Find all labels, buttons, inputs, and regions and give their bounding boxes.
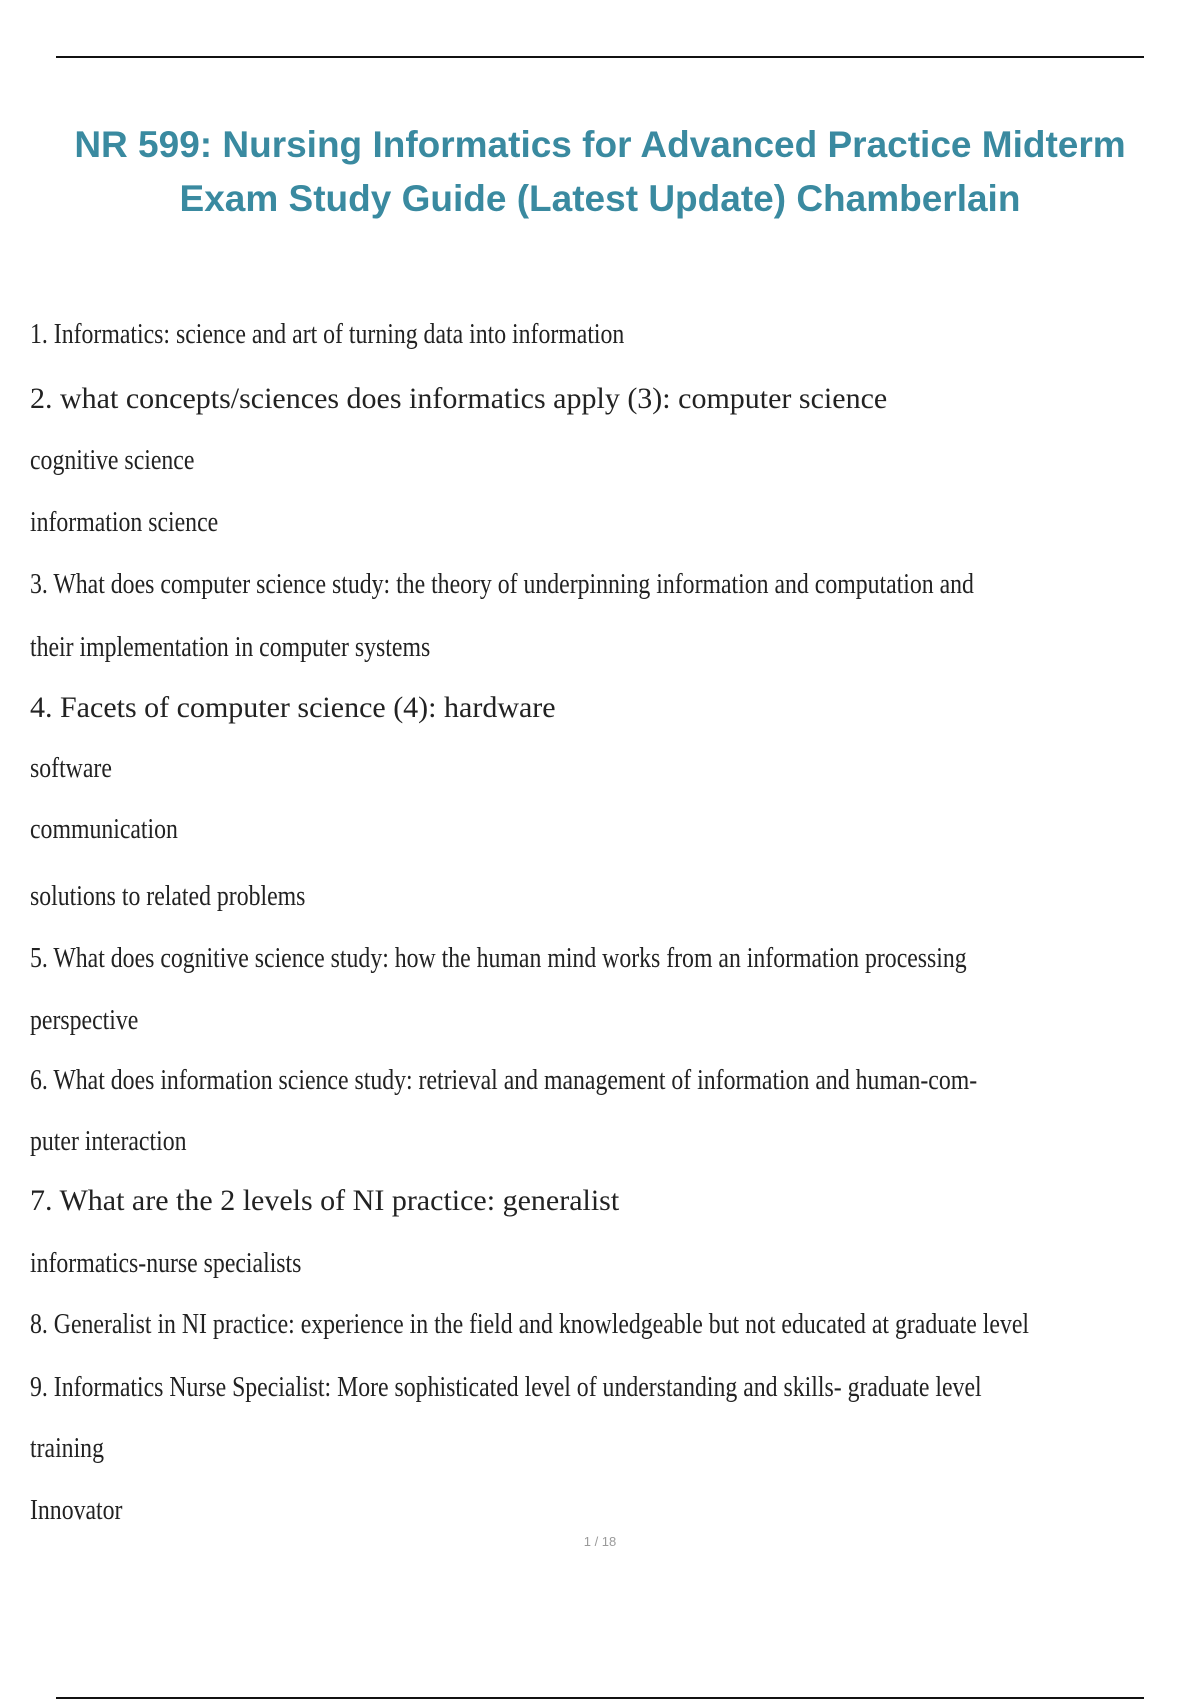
item-5: 5. What does cognitive science study: how the human mind works from an information processing — [30, 942, 967, 974]
item-3-continued: their implementation in computer systems — [30, 631, 431, 663]
item-3: 3. What does computer science study: the theory of underpinning information and computation and — [30, 568, 974, 600]
bottom-rule — [56, 1697, 1144, 1699]
title-line-2: Exam Study Guide (Latest Update) Chamberlain — [179, 178, 1021, 219]
item-4: 4. Facets of computer science (4): hardware — [30, 691, 556, 724]
item-4-continued-1: software — [30, 752, 112, 784]
item-6: 6. What does information science study: retrieval and management of information and human-com- — [30, 1064, 978, 1096]
item-4-continued-2: communication — [30, 813, 178, 845]
item-9: 9. Informatics Nurse Specialist: More sophisticated level of understanding and skills- graduate level — [30, 1371, 982, 1403]
item-4-continued-3: solutions to related problems — [30, 880, 306, 912]
page-number: 1 / 18 — [583, 1534, 617, 1549]
item-8: 8. Generalist in NI practice: experience in the field and knowledgeable but not educated at graduate level — [30, 1308, 1030, 1340]
item-6-continued: puter interaction — [30, 1125, 187, 1157]
item-5-continued: perspective — [30, 1004, 139, 1036]
item-1: 1. Informatics: science and art of turning data into information — [30, 318, 625, 350]
top-rule — [56, 56, 1144, 58]
title-line-1: NR 599: Nursing Informatics for Advanced Practice Midterm — [74, 124, 1126, 165]
item-7: 7. What are the 2 levels of NI practice: generalist — [30, 1184, 620, 1217]
item-2: 2. what concepts/sciences does informatics apply (3): computer science — [30, 382, 888, 415]
item-2-continued-2: information science — [30, 506, 219, 538]
item-9-continued-1: training — [30, 1432, 104, 1464]
item-7-continued: informatics-nurse specialists — [30, 1247, 302, 1279]
item-2-continued-1: cognitive science — [30, 444, 195, 476]
document-title — [0, 118, 1200, 226]
item-9-continued-2: Innovator — [30, 1494, 123, 1526]
